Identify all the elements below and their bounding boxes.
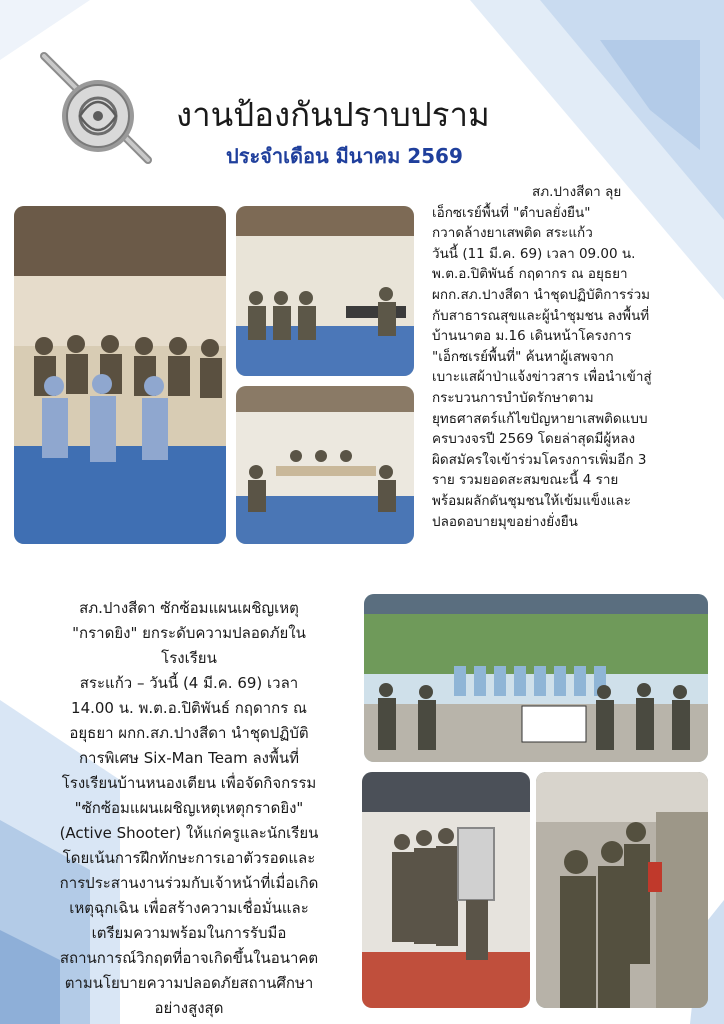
story2-line: โรงเรียน	[161, 649, 217, 667]
story2-line: โดยเน้นการฝึกทักษะการเอาตัวรอดและ	[62, 849, 316, 867]
photo-community-meeting-hall	[236, 386, 414, 544]
story1-line: เบาะแสผ้าป่าแจ้งข่าวสาร เพื่อนำเข้าสู่	[432, 369, 652, 386]
story2-line: สภ.ปางสีดา ซักซ้อมแผนเผชิญเหตุ	[79, 599, 299, 617]
story-active-shooter-drill-text	[34, 596, 344, 1021]
story2-line: "ซักซ้อมแผนเผชิญเหตุเหตุกราดยิง"	[74, 799, 304, 817]
story2-line: "กราดยิง" ยกระดับความปลอดภัยใน	[72, 624, 306, 642]
photo-swat-team-shield-training	[362, 772, 530, 1008]
story1-line: สภ.ปางสีดา ลุย	[532, 184, 622, 200]
story1-line: ปลอดอบายมุขอย่างยั่งยืน	[432, 513, 578, 530]
story2-line: โรงเรียนบ้านหนองเตียน เพื่อจัดกิจกรรม	[61, 774, 317, 792]
story1-line: พ.ต.อ.ปิติพันธ์ กฤดากร ณ อยุธยา	[432, 266, 628, 283]
story1-line: พร้อมผลักดันชุมชนให้เข้มแข็งและ	[432, 492, 631, 509]
story1-line: ผิดสมัครใจเข้าร่วมโครงการเพิ่มอีก 3	[432, 451, 647, 468]
story1-line: "เอ็กซเรย์พื้นที่" ค้นหาผู้เสพจาก	[432, 348, 614, 365]
story2-line: (Active Shooter) ให้แก่ครูและนักเรียน	[59, 824, 319, 842]
story2-line: อย่างสูงสุด	[154, 999, 224, 1017]
story2-line: การพิเศษ Six-Man Team ลงพื้นที่	[78, 749, 300, 767]
photo-community-meeting-group	[14, 206, 226, 544]
story1-line: ครบวงจรปี 2569 โดยล่าสุดมีผู้หลง	[432, 431, 636, 448]
page-subtitle: ประจำเดือน มีนาคม 2569	[226, 144, 463, 168]
story1-line: บ้านนาตอ ม.16 เดินหน้าโครงการ	[432, 328, 632, 345]
photo-community-meeting-table	[236, 206, 414, 376]
story1-line: กระบวนการบำบัดรักษาตาม	[432, 389, 594, 406]
story1-line: กับสาธารณสุขและผู้นำชุมชน ลงพื้นที่	[432, 307, 650, 324]
story2-line: ตามนโยบายความปลอดภัยสถานศึกษา	[64, 974, 314, 992]
story1-line: เอ็กซเรย์พื้นที่ "ตำบลยั่งยืน"	[432, 204, 591, 221]
story1-line: ราย รวมยอดสะสมขณะนี้ 4 ราย	[432, 472, 619, 489]
story2-line: เหตุฉุกเฉิน เพื่อสร้างความเชื่อมั่นและ	[69, 899, 309, 917]
story1-line: ผกก.สภ.ปางสีดา นำชุดปฏิบัติการร่วม	[432, 286, 651, 303]
story2-line: สถานการณ์วิกฤตที่อาจเกิดขึ้นในอนาคต	[59, 949, 319, 967]
story2-line: สระแก้ว – วันนี้ (4 มี.ค. 69) เวลา	[79, 674, 299, 692]
photo-swat-team-corridor	[536, 772, 708, 1008]
story-xray-area-text	[432, 182, 708, 532]
story1-line: กวาดล้างยาเสพติด สระแก้ว	[432, 225, 593, 242]
story2-line: เตรียมความพร้อมในการรับมือ	[91, 924, 287, 942]
story1-line: วันนี้ (11 มี.ค. 69) เวลา 09.00 น.	[432, 245, 636, 262]
story2-line: อยุธยา ผกก.สภ.ปางสีดา นำชุดปฏิบัติ	[69, 724, 309, 742]
page-title: งานป้องกันปราบปราม	[176, 95, 490, 134]
story2-line: การประสานงานร่วมกับเจ้าหน้าที่เมื่อเกิด	[59, 874, 319, 892]
photo-school-drill-assembly	[364, 594, 708, 762]
police-emblem-logo	[36, 48, 156, 168]
story2-line: 14.00 น. พ.ต.อ.ปิติพันธ์ กฤดากร ณ	[71, 699, 307, 717]
story1-line: ยุทธศาสตร์แก้ไขปัญหายาเสพติดแบบ	[432, 410, 648, 427]
